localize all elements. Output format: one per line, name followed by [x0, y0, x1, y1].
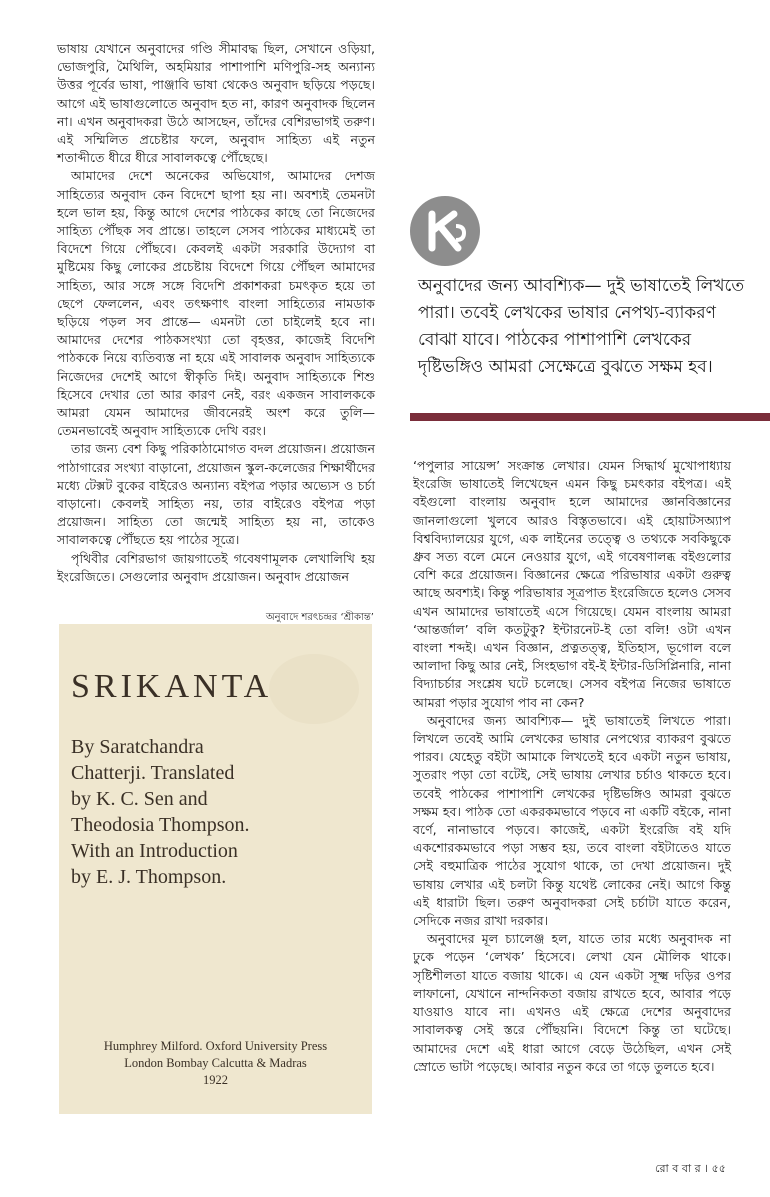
pull-quote: অনুবাদের জন্য আবশ্যিক— দুই ভাষাতেই লিখতে পারা। তবেই লেখকের ভাষার নেপথ্য-ব্যাকরণ বোঝা যাবে। পাঠকের পাশাপাশি লেখকের দৃষ্টিভঙ্গিও আমরা সেক্ষেত্রে বুঝতে সক্ষম হব। — [418, 276, 745, 377]
paper-stain — [269, 654, 359, 724]
magazine-logo-icon — [410, 196, 480, 266]
credit-line: By Saratchandra — [71, 736, 204, 758]
book-imprint — [59, 1038, 372, 1089]
credit-line: by K. C. Sen and — [71, 788, 208, 810]
left-column — [57, 40, 375, 586]
credit-line: Theodosia Thompson. — [71, 814, 250, 836]
paragraph: ‘পপুলার সায়েন্স’ সংক্রান্ত লেখার। যেমন সিদ্ধার্থ মুখোপাধ্যায় ইংরেজি ভাষাতেই লিখেছেন এমন কিছু চমৎকার বইপত্র। এই বইগুলো বাংলায় অনুবাদ হলে আমাদের জ্ঞানবিজ্ঞানের জানলাগুলো খুলবে আরও বিস্তৃতভাবে। এই হোয়াটসঅ্যাপ বিশ্ববিদ্যালয়ের যুগে, এক লাইনের তত্ত্বে ও তথ্যকে সবকিছুকে ধ্রুব সত্য বলে মেনে নেওয়ার যুগে, এই গবেষণালব্ধ বইগুলোর বেশি করে প্রয়োজন। বিজ্ঞানের ক্ষেত্রে পরিভাষার একটা গুরুত্ব আছে অবশ্যই। কিন্তু পরিভাষার সূত্রপাত ইংরেজিতে হলেও সেসব এখন আমাদের ভাষাতেই এসে গিয়েছে। যেমন বাংলায় আমরা ‘আন্তর্জাল’ বলি কতটুকু? ইন্টারনেট-ই তো বলি! ওটা এখন বাংলা শব্দই। এখন বিজ্ঞান, প্রত্নতত্ত্ব, ইতিহাস, ভূগোল বলে আলাদা কিছু আর নেই, সিংহভাগ বই-ই ইন্টার-ডিসিপ্লিনারি, নানা বিদ্যাচর্চার সংশ্লেষ ঘটে চলেছে। সেসব বইপত্র নিজের ভাষাতে আমরা পড়ার সুযোগ পাব না কেন? — [413, 458, 731, 710]
credit-line: by E. J. Thompson. — [71, 866, 227, 888]
paragraph: ভাষায় যেখানে অনুবাদের গণ্ডি সীমাবদ্ধ ছিল, সেখানে ওড়িয়া, ভোজপুরি, মৈথিলি, অহমিয়ার পাশাপাশি মণিপুরি-সহ অন্যান্য উত্তর পূর্বের ভাষা, পাঞ্জাবি ভাষা থেকেও অনুবাদ ছড়িয়ে পড়ছে। আগে এই ভাষাগুলোতে অনুবাদ হত না, কারণ অনুবাদক ছিলেন না। এখন অনুবাদকরা উঠে আসছেন, তাঁদের বেশিরভাগই তরুণ। এই সম্মিলিত প্রচেষ্টার ফলে, অনুবাদ সাহিত্য এই নতুন শতাব্দীতে ধীরে ধীরে সাবালকত্বে পৌঁছেছে। — [57, 41, 375, 166]
book-cover-image — [59, 624, 372, 1114]
paragraph: পৃথিবীর বেশিরভাগ জায়গাতেই গবেষণামূলক লেখালিখি হয় ইংরেজিতে। সেগুলোর অনুবাদ প্রয়োজন। অনুবাদ প্রয়োজন — [57, 550, 375, 584]
paragraph: অনুবাদের মূল চ্যালেঞ্জ হল, যাতে তার মধ্যে অনুবাদক না ঢুকে পড়েন ‘লেখক’ হিসেবে। লেখা যেন মৌলিক থাকে। সৃষ্টিশীলতা যাতে বজায় থাকে। এ যেন একটা সূক্ষ্ম দড়ির ওপর লাফানো, যেখানে নান্দনিকতা বজায় রাখতে হবে, আবার পড়ে যাওয়াও যাবে না। এখনও এই ক্ষেত্রে দেশের অনুবাদের সাবালকত্ব সেই স্তরে পৌঁছয়নি। বিদেশে কিন্তু তা ঘটেছে। আমাদের দেশে এই ধারা আগে বেড়ে উঠেছিল, এখন সেই স্রোতে ভাটা পড়েছে। আবার নতুন করে তা গড়ে তুলতে হবে। — [413, 931, 731, 1074]
book-title: SRIKANTA — [71, 668, 273, 705]
paragraph: আমাদের দেশে অনেকের অভিযোগ, আমাদের দেশজ সাহিত্যের অনুবাদ কেন বিদেশে ছাপা হয় না। অবশ্যই তেমনটা হলে ভাল হয়, কিন্তু আগে দেশের পাঠকের কাছে তো নিজেদের সাহিত্য পৌঁছক সব প্রান্তে। তাহলে সেসব পাঠকের মাধ্যমেই তা বিদেশে গিয়ে পৌঁছবে। কেবলই একটা সরকারি উদ্যোগ বা মুষ্টিমেয় কিছু লোকের প্রচেষ্টায় বিদেশে গিয়ে পৌঁছল আমাদের সাহিত্য, আর সঙ্গে সঙ্গে বিদেশি প্রকাশকরা চমৎকৃত হয়ে তা ছেপে ফেললেন, এবং তৎক্ষণাৎ বাংলা সাহিত্যের নামডাক ছড়িয়ে পড়ল সব প্রান্তে— এমনটা তো চাইলেই হবে না। আমাদের দেশের পাঠকসংখ্যা তো বৃহত্তর, কাজেই বিদেশি পাঠককে নিয়ে ব্যতিব্যস্ত না হয়ে এই সাবালক অনুবাদ সাহিত্যকে নিজেদের দেশেই আগে স্বীকৃতি দিই। অনুবাদ সাহিত্যকে শিশু হিসেবে দেখার তো আর কারণ নেই, বরং একজন সাবালককে আমরা যেমন আমাদের জীবনেরই অংশ করে তুলি— তেমনভাবেই অনুবাদ সাহিত্যকে দেখি বরং। — [57, 168, 375, 439]
publication-year: 1922 — [203, 1073, 228, 1087]
page-footer: রো ব বা র । ৫৫ — [655, 1162, 726, 1175]
paragraph: তার জন্য বেশ কিছু পরিকাঠামোগত বদল প্রয়োজন। প্রয়োজন পাঠাগারের সংখ্যা বাড়ানো, প্রয়োজন স্কুল-কলেজের শিক্ষার্থীদের মধ্যে টেক্সট বুকের বাইরেও অন্যান্য বইপত্র পড়ার অভ্যেস ও চর্চা বাড়ানো। কেবলই সাহিত্য নয়, তার বাইরেও বইপত্র পড়া প্রয়োজন। সাহিত্য তো জন্মেই সাহিত্য হয় না, তাকেও সাবালকত্বে পৌঁছতে হয় পাঠের সূত্রে। — [57, 441, 375, 548]
book-credits — [71, 734, 361, 890]
publisher-cities: London Bombay Calcutta & Madras — [124, 1056, 307, 1070]
credit-line: With an Introduction — [71, 840, 238, 862]
credit-line: Chatterji. Translated — [71, 762, 235, 784]
image-caption: অনুবাদে শরৎচন্দ্রর ‘শ্রীকান্ত’ — [265, 612, 374, 623]
paragraph: অনুবাদের জন্য আবশ্যিক— দুই ভাষাতেই লিখতে পারা। লিখলে তবেই আমি লেখকের ভাষার নেপথ্যের ব্যাকরণ বুঝতে পারব। যেহেতু বইটা আমাকে লিখতেই হবে একটা নতুন ভাষায়, সুতরাং পড়া তো বটেই, সেই ভাষায় লেখার চর্চাও থাকতে হবে। তবেই পাঠকের পাশাপাশি লেখকের দৃষ্টিভঙ্গিও আমরা বুঝতে সক্ষম হব। পাঠক তো একরকমভাবে পড়বে না একটি বইকে, নানা বর্ণে, নানাভাবে পড়বে। কাজেই, একটা ইংরেজি বই যদি একশোরকমভাবে পড়া সম্ভব হয়, তবে বাংলা বইটাতেও যাতে সেই বহুমাত্রিক পাঠের সুযোগ থাকে, তা দেখা প্রয়োজন। দুই ভাষায় লেখার এই চলটা কিন্তু যথেষ্ট লোকের নেই। আগে কিন্তু এই ধারাটা ছিল। তরুণ অনুবাদকরা সেই চর্চাটা যাতে করেন, সেদিকে নজর রাখা দরকার। — [413, 712, 731, 929]
right-column — [413, 457, 731, 1076]
publisher: Humphrey Milford. Oxford University Press — [103, 1039, 328, 1053]
accent-rule — [410, 413, 770, 421]
logo-glyph-icon — [410, 196, 480, 266]
